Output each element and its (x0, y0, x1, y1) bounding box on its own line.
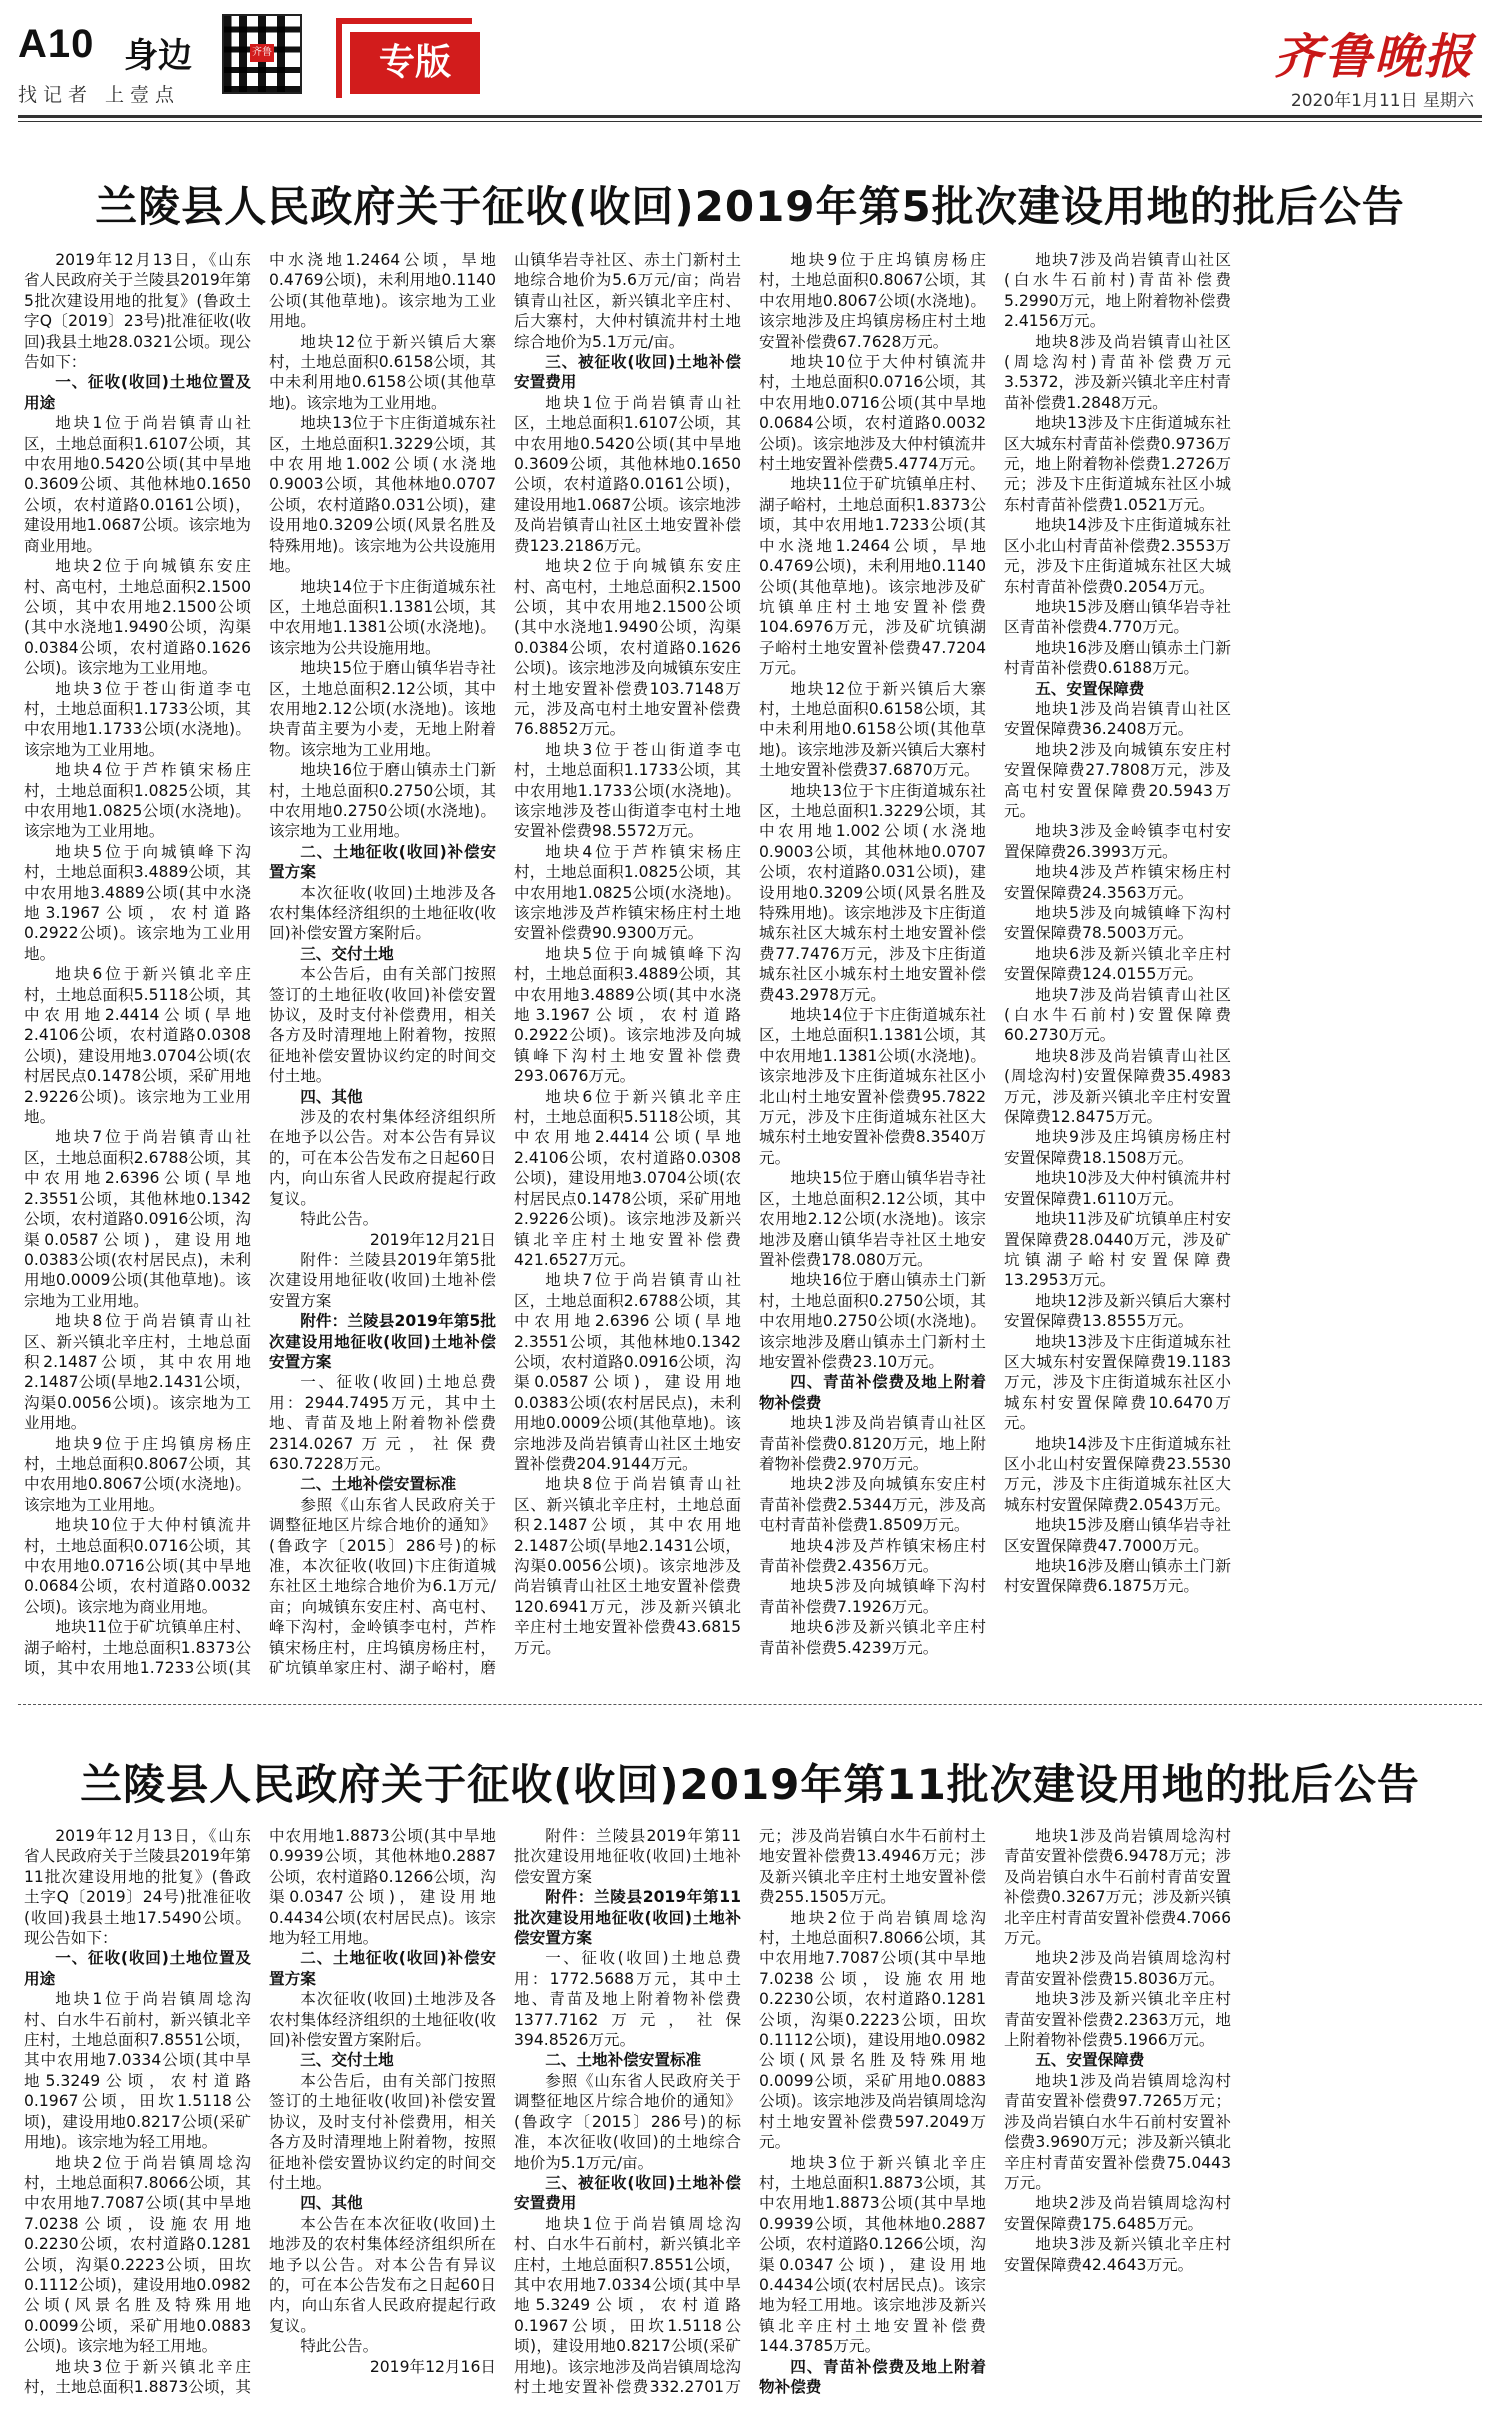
section-heading: 附件：兰陵县2019年第11批次建设用地征收(收回)土地补偿安置方案 (514, 1888, 741, 1948)
paragraph: 地块5位于向城镇峰下沟村，土地总面积3.4889公顷，其中农用地3.4889公顷(其中水浇地3.1967公顷，农村道路0.2922公顷)。该宗地为工业用地。 (24, 842, 251, 963)
section-heading: 三、交付土地 (300, 2051, 394, 2070)
section-heading: 二、土地征收(收回)补偿安置方案 (269, 1949, 496, 1988)
editor-slogan: 找记者 上壹点 (18, 84, 181, 106)
paragraph: 地块2位于尚岩镇周埝沟村，土地总面积7.8066公顷，其中农用地7.7087公顷(其中旱地7.0238公顷，设施农用地0.2230公顷，农村道路0.1281公顷，沟渠0.2223公顷，田坎0.1112公顷)，建设用地0.0982公顷(风景名胜及特殊用地0.0099公顷，采矿用地0.0883公顷)。该宗地为轻工用地。 (24, 2153, 251, 2356)
paragraph: 地块1位于尚岩镇周埝沟村、白水牛石前村，新兴镇北辛庄村，土地总面积7.8551公顷，其中农用地7.0334公顷(其中旱地5.3249公顷，农村道路0.1967公顷，田坎1.5118公顷)，建设用地0.8217公顷(采矿用地)。该宗地涉及尚岩镇周埝沟村土地安置补偿费332.2701万元；涉及尚岩镇白水牛石前村土地安置补偿费13.4946万元；涉及新兴镇北辛庄村土地安置补偿费255.1505万元。 (514, 1827, 986, 2396)
section-heading: 三、被征收(收回)土地补偿安置费用 (514, 2173, 741, 2213)
paragraph: 附件：兰陵县2019年第11批次建设用地征收(收回)土地补偿安置方案 (514, 1827, 741, 1886)
paragraph: 地块2涉及尚岩镇周埝沟村青苗安置补偿费15.8036万元。 (1004, 1949, 1231, 1988)
paragraph: 地块2位于向城镇东安庄村、高屯村，土地总面积2.1500公顷，其中农用地2.1500公顷(其中水浇地1.9490公顷，沟渠0.0384公顷，农村道路0.1626公顷)。该宗地为工业用地。 (24, 557, 251, 678)
section-heading: 五、安置保障费 (1035, 2051, 1145, 2070)
paragraph: 地块3位于新兴镇北辛庄村，土地总面积1.8873公顷，其中农用地1.8873公顷(其中旱地0.9939公顷，其他林地0.2887公顷，农村道路0.1266公顷，沟渠0.0347公顷)，建设用地0.4434公顷(农村居民点)。该宗地为轻工用地。 (24, 1827, 496, 2396)
paragraph: 本公告在本次征收(收回)土地涉及的农村集体经济组织所在地予以公告。对本公告有异议的，可在本公告发布之日起60日内，向山东省人民政府提起行政复议。 (269, 2214, 496, 2335)
paragraph: 地块2位于尚岩镇周埝沟村，土地总面积7.8066公顷，其中农用地7.7087公顷(其中旱地7.0238公顷，设施农用地0.2230公顷，农村道路0.1281公顷，沟渠0.2223公顷，田坎0.1112公顷)，建设用地0.0982公顷(风景名胜及特殊用地0.0099公顷，采矿用地0.0883公顷)。该宗地涉及尚岩镇周埝沟村土地安置补偿费597.2049万元。 (759, 1908, 986, 2152)
paragraph: 地块13位于卞庄街道城东社区，土地总面积1.3229公顷，其中农用地1.002公顷(水浇地0.9003公顷，其他林地0.0707公顷，农村道路0.031公顷)，建设用地0.3209公顷(风景名胜及特殊用地)。该宗地为公共设施用地。 (269, 414, 496, 576)
paragraph: 地块5涉及向城镇峰下沟村安置保障费78.5003万元。 (1004, 904, 1231, 943)
paragraph: 地块3涉及新兴镇北辛庄村安置保障费42.4643万元。 (1004, 2235, 1231, 2274)
section-heading: 四、青苗补偿费及地上附着物补偿费 (759, 2357, 986, 2396)
paragraph: 地块16涉及磨山镇赤土门新村青苗补偿费0.6188万元。 (1004, 638, 1231, 678)
paragraph: 地块5涉及向城镇峰下沟村青苗补偿费7.1926万元。 (759, 1577, 986, 1616)
section-heading: 一、征收(收回)土地位置及用途 (24, 1949, 251, 1988)
paragraph: 地块11涉及矿坑镇单庄村安置保障费28.0440万元，涉及矿坑镇湖子峪村安置保障费13.2953万元。 (1004, 1210, 1231, 1290)
section-tab: 专版 (350, 32, 480, 94)
paragraph: 地块8位于尚岩镇青山社区、新兴镇北辛庄村，土地总面积2.1487公顷，其中农用地2.1487公顷(旱地2.1431公顷，沟渠0.0056公顷)。该宗地涉及尚岩镇青山社区土地安置补偿费120.6941万元，涉及新兴镇北辛庄村土地安置补偿费43.6815万元。 (514, 1475, 741, 1657)
paragraph: 地块6位于新兴镇北辛庄村，土地总面积5.5118公顷，其中农用地2.4414公顷(旱地2.4106公顷，农村道路0.0308公顷)，建设用地3.0704公顷(农村居民点0.1478公顷，采矿用地2.9226公顷)。该宗地为工业用地。 (24, 965, 251, 1127)
paragraph: 地块1涉及尚岩镇青山社区安置保障费36.2408万元。 (1004, 699, 1231, 739)
paragraph: 地块6涉及新兴镇北辛庄村青苗补偿费5.4239万元。 (759, 1618, 986, 1657)
paragraph: 地块9位于庄坞镇房杨庄村，土地总面积0.8067公顷，其中农用地0.8067公顷(水浇地)。该宗地为工业用地。 (24, 1434, 251, 1514)
paragraph: 地块4位于芦柞镇宋杨庄村，土地总面积1.0825公顷，其中农用地1.0825公顷(水浇地)。该宗地涉及芦柞镇宋杨庄村土地安置补偿费90.9300万元。 (514, 842, 741, 943)
paragraph: 本公告后，由有关部门按照签订的土地征收(收回)补偿安置协议，及时支付补偿费用，相关各方及时清理地上附着物，按照征地补偿安置协议约定的时间交付土地。 (269, 965, 496, 1086)
section-heading: 四、其他 (300, 1087, 363, 1106)
paragraph: 一、征收(收回)土地总费用：2944.7495万元，其中土地、青苗及地上附着物补偿费2314.0267万元，社保费630.7228万元。 (269, 1373, 496, 1473)
section-heading: 三、被征收(收回)土地补偿安置费用 (514, 353, 741, 392)
section-heading: 五、安置保障费 (1035, 679, 1145, 698)
paragraph: 地块11位于矿坑镇单庄村、湖子峪村，土地总面积1.8373公顷，其中农用地1.7233公顷(其中水浇地1.2464公顷，旱地0.4769公顷)，未利用地0.1140公顷(其他草地)。该宗地为工业用地。 (24, 251, 496, 1678)
paragraph: 地块14位于卞庄街道城东社区，土地总面积1.1381公顷，其中农用地1.1381公顷(水浇地)。该宗地涉及卞庄街道城东社区小北山村土地安置补偿费95.7822万元，涉及卞庄街道城东社区大城东村土地安置补偿费8.3540万元。 (759, 1006, 986, 1167)
paragraph: 参照《山东省人民政府关于调整征地区片综合地价的通知》(鲁政字〔2015〕286号)的标准，本次征收(收回)的土地综合地价为5.1万元/亩。 (514, 2071, 741, 2172)
paragraph: 地块15涉及磨山镇华岩寺社区安置保障费47.7000万元。 (1004, 1516, 1231, 1555)
paragraph: 地块15位于磨山镇华岩寺社区，土地总面积2.12公顷，其中农用地2.12公顷(水浇地)。该地块青苗主要为小麦，无地上附着物。该宗地为工业用地。 (269, 659, 496, 759)
paragraph: 地块9位于庄坞镇房杨庄村，土地总面积0.8067公顷，其中农用地0.8067公顷(水浇地)。该宗地涉及庄坞镇房杨庄村土地安置补偿费67.7628万元。 (759, 251, 986, 351)
paragraph: 本次征收(收回)土地涉及各农村集体经济组织的土地征收(收回)补偿安置方案附后。 (269, 1990, 496, 2050)
paragraph: 地块1位于尚岩镇青山社区，土地总面积1.6107公顷，其中农用地0.5420公顷(其中旱地0.3609公顷、其他林地0.1650公顷，农村道路0.0161公顷)，建设用地1.0687公顷。该宗地为商业用地。 (24, 414, 251, 555)
notice2-body (24, 1826, 1476, 2398)
header-rule-thin (18, 121, 1482, 122)
paragraph: 地块10位于大仲村镇流井村，土地总面积0.0716公顷，其中农用地0.0716公顷(其中旱地0.0684公顷，农村道路0.0032公顷)。该宗地涉及大仲村镇流井村土地安置补偿费5.4774万元。 (759, 353, 986, 474)
header-rule (18, 115, 1482, 118)
paragraph: 地块11位于矿坑镇单庄村、湖子峪村，土地总面积1.8373公顷，其中农用地1.7233公顷(其中水浇地1.2464公顷，旱地0.4769公顷)，未利用地0.1140公顷(其他草地)。该宗地涉及矿坑镇单庄村土地安置补偿费104.6976万元，涉及矿坑镇湖子峪村土地安置补偿费47.7204万元。 (759, 475, 986, 678)
paragraph: 地块3位于苍山街道李屯村，土地总面积1.1733公顷，其中农用地1.1733公顷(水浇地)。该宗地涉及苍山街道李屯村土地安置补偿费98.5572万元。 (514, 740, 741, 841)
section-heading: 二、土地补偿安置标准 (300, 1475, 457, 1494)
notice-date: 2019年12月16日 (369, 2357, 496, 2376)
paragraph: 2019年12月13日，《山东省人民政府关于兰陵县2019年第11批次建设用地的批复》(鲁政土字Q〔2019〕24号)批准征收(收回)我县土地17.5490公顷。现公告如下： (24, 1827, 251, 1948)
notice2-title: 兰陵县人民政府关于征收(收回)2019年第11批次建设用地的批后公告 (80, 1760, 1420, 1809)
paragraph: 附件：兰陵县2019年第5批次建设用地征收(收回)土地补偿安置方案 (269, 1250, 496, 1310)
paragraph: 地块8涉及尚岩镇青山社区(周埝沟村)青苗补偿费万元3.5372，涉及新兴镇北辛庄村青苗补偿费1.2848万元。 (1004, 332, 1231, 412)
paragraph: 特此公告。 (300, 1210, 379, 1229)
paragraph: 地块3位于新兴镇北辛庄村，土地总面积1.8873公顷，其中农用地1.8873公顷(其中旱地0.9939公顷，其他林地0.2887公顷，农村道路0.1266公顷，沟渠0.0347公顷)，建设用地0.4434公顷(农村居民点)。该宗地为轻工用地。该宗地涉及新兴镇北辛庄村土地安置补偿费144.3785万元。 (759, 2153, 986, 2356)
paragraph: 地块1涉及尚岩镇周埝沟村青苗安置补偿费6.9478万元；涉及尚岩镇白水牛石前村青苗安置补偿费0.3267万元；涉及新兴镇北辛庄村青苗安置补偿费4.7066万元。 (1004, 1827, 1231, 1948)
paragraph: 地块2涉及尚岩镇周埝沟村安置保障费175.6485万元。 (1004, 2194, 1231, 2233)
paragraph: 地块3位于苍山街道李屯村，土地总面积1.1733公顷，其中农用地1.1733公顷(水浇地)。该宗地为工业用地。 (24, 679, 251, 759)
paragraph: 地块7位于尚岩镇青山社区，土地总面积2.6788公顷，其中农用地2.6396公顷(旱地2.3551公顷，其他林地0.1342公顷，农村道路0.0916公顷，沟渠0.0587公顷)，建设用地0.0383公顷(农村居民点)，未利用地0.0009公顷(其他草地)。该宗地涉及尚岩镇青山社区土地安置补偿费204.9144万元。 (514, 1271, 741, 1473)
paragraph: 本次征收(收回)土地涉及各农村集体经济组织的土地征收(收回)补偿安置方案附后。 (269, 883, 496, 943)
notice-date: 2019年12月21日 (369, 1230, 496, 1249)
paragraph: 涉及的农村集体经济组织所在地予以公告。对本公告有异议的，可在本公告发布之日起60日内，向山东省人民政府提起行政复议。 (269, 1108, 496, 1208)
paragraph: 地块12位于新兴镇后大寨村，土地总面积0.6158公顷，其中未利用地0.6158公顷(其他草地)。该宗地涉及新兴镇后大寨村土地安置补偿费37.6870万元。 (759, 679, 986, 780)
paragraph: 地块13位于卞庄街道城东社区，土地总面积1.3229公顷，其中农用地1.002公顷(水浇地0.9003公顷，其他林地0.0707公顷，农村道路0.031公顷)，建设用地0.3209公顷(风景名胜及特殊用地)。该宗地涉及卞庄街道城东社区大城东村土地安置补偿费77.7476万元，涉及卞庄街道城东社区小城东村土地安置补偿费43.2978万元。 (759, 781, 986, 1004)
paragraph: 地块5位于向城镇峰下沟村，土地总面积3.4889公顷，其中农用地3.4889公顷(其中水浇地3.1967公顷，农村道路0.2922公顷)。该宗地涉及向城镇峰下沟村土地安置补偿费293.0676万元。 (514, 944, 741, 1086)
paragraph: 地块10涉及大仲村镇流井村安置保障费1.6110万元。 (1004, 1169, 1231, 1208)
page-header (0, 0, 1500, 128)
section-heading: 附件：兰陵县2019年第5批次建设用地征收(收回)土地补偿安置方案 (269, 1312, 496, 1371)
paragraph: 地块7涉及尚岩镇青山社区(白水牛石前村)青苗补偿费5.2990万元，地上附着物补偿费2.4156万元。 (1004, 251, 1231, 331)
paragraph: 参照《山东省人民政府关于调整征地区片综合地价的通知》(鲁政字〔2015〕286号)的标准，本次征收(收回)卞庄街道城东社区土地综合地价为6.1万元/亩；向城镇东安庄村、高屯村、峰下沟村，金岭镇李屯村，芦柞镇宋杨庄村，庄坞镇房杨庄村，矿坑镇单家庄村、湖子峪村，磨山镇华岩寺社区、赤土门新村土地综合地价为5.6万元/亩；尚岩镇青山社区，新兴镇北辛庄村、后大寨村，大仲村镇流井村土地综合地价为5.1万元/亩。 (269, 251, 741, 1678)
issue-date: 2020年1月11日 星期六 (1290, 91, 1474, 111)
paragraph: 地块12位于新兴镇后大寨村，土地总面积0.6158公顷，其中未利用地0.6158公顷(其他草地)。该宗地为工业用地。 (269, 332, 496, 412)
notice1-body (24, 250, 1476, 1686)
paragraph: 地块2涉及向城镇东安庄村安置保障费27.7808万元，涉及高屯村安置保障费20.5943万元。 (1004, 740, 1231, 820)
section-divider (18, 1704, 1482, 1705)
paragraph: 地块14涉及卞庄街道城东社区小北山村青苗补偿费2.3553万元，涉及卞庄街道城东社区大城东村青苗补偿费0.2054万元。 (1004, 516, 1231, 596)
paragraph: 2019年12月13日，《山东省人民政府关于兰陵县2019年第5批次建设用地的批复》(鲁政土字Q〔2019〕23号)批准征收(收回)我县土地28.0321公顷。现公告如下： (24, 251, 251, 372)
paragraph: 地块6涉及新兴镇北辛庄村安置保障费124.0155万元。 (1004, 944, 1231, 984)
paragraph: 地块8位于尚岩镇青山社区、新兴镇北辛庄村，土地总面积2.1487公顷，其中农用地2.1487公顷(旱地2.1431公顷，沟渠0.0056公顷)。该宗地为工业用地。 (24, 1312, 251, 1433)
paragraph: 地块16位于磨山镇赤土门新村，土地总面积0.2750公顷，其中农用地0.2750公顷(水浇地)。该宗地涉及磨山镇赤土门新村土地安置补偿费23.10万元。 (759, 1271, 986, 1371)
newspaper-masthead: 齐鲁晚报 (1273, 29, 1474, 85)
paragraph: 地块16位于磨山镇赤土门新村，土地总面积0.2750公顷，其中农用地0.2750公顷(水浇地)。该宗地为工业用地。 (269, 761, 496, 841)
paragraph: 地块12涉及新兴镇后大寨村安置保障费13.8555万元。 (1004, 1291, 1231, 1331)
paragraph: 地块7位于尚岩镇青山社区，土地总面积2.6788公顷，其中农用地2.6396公顷(旱地2.3551公顷，其他林地0.1342公顷，农村道路0.0916公顷，沟渠0.0587公顷)，建设用地0.0383公顷(农村居民点)，未利用地0.0009公顷(其他草地)。该宗地为工业用地。 (24, 1128, 251, 1310)
section-heading: 二、土地征收(收回)补偿安置方案 (269, 842, 496, 882)
paragraph: 地块6位于新兴镇北辛庄村，土地总面积5.5118公顷，其中农用地2.4414公顷(旱地2.4106公顷，农村道路0.0308公顷)，建设用地3.0704公顷(农村居民点0.1478公顷，采矿用地2.9226公顷)。该宗地涉及新兴镇北辛庄村土地安置补偿费421.6527万元。 (514, 1087, 741, 1269)
paragraph: 地块8涉及尚岩镇青山社区(周埝沟村)安置保障费35.4983万元，涉及新兴镇北辛庄村安置保障费12.8475万元。 (1004, 1046, 1231, 1127)
paragraph: 地块1位于尚岩镇青山社区，土地总面积1.6107公顷，其中农用地0.5420公顷(其中旱地0.3609公顷，其他林地0.1650公顷，农村道路0.0161公顷)，建设用地1.0687公顷。该宗地涉及尚岩镇青山社区土地安置补偿费123.2186万元。 (514, 393, 741, 555)
paragraph: 地块3涉及新兴镇北辛庄村青苗安置补偿费2.2363万元，地上附着物补偿费5.1966万元。 (1004, 1990, 1231, 2050)
paragraph: 地块7涉及尚岩镇青山社区(白水牛石前村)安置保障费60.2730万元。 (1004, 985, 1231, 1045)
paragraph: 地块15涉及磨山镇华岩寺社区青苗补偿费4.770万元。 (1004, 597, 1231, 637)
paragraph: 地块4涉及芦柞镇宋杨庄村安置保障费24.3563万元。 (1004, 863, 1231, 902)
paragraph: 地块2涉及向城镇东安庄村青苗补偿费2.5344万元，涉及高屯村青苗补偿费1.8509万元。 (759, 1475, 986, 1535)
notice1-title: 兰陵县人民政府关于征收(收回)2019年第5批次建设用地的批后公告 (95, 182, 1405, 231)
section-heading: 四、其他 (300, 2194, 363, 2213)
section-heading: 四、青苗补偿费及地上附着物补偿费 (759, 1373, 986, 1412)
paragraph: 地块4位于芦柞镇宋杨庄村，土地总面积1.0825公顷，其中农用地1.0825公顷(水浇地)。该宗地为工业用地。 (24, 761, 251, 841)
paragraph: 地块1位于尚岩镇周埝沟村、白水牛石前村，新兴镇北辛庄村，土地总面积7.8551公顷，其中农用地7.0334公顷(其中旱地5.3249公顷，农村道路0.1967公顷，田坎1.5118公顷)，建设用地0.8217公顷(采矿用地)。该宗地为轻工用地。 (24, 1990, 251, 2152)
paragraph: 地块15位于磨山镇华岩寺社区，土地总面积2.12公顷，其中农用地2.12公顷(水浇地)。该宗地涉及磨山镇华岩寺社区土地安置补偿费178.080万元。 (759, 1169, 986, 1269)
qr-code-label: 齐鲁 (250, 44, 274, 62)
paragraph: 地块4涉及芦柞镇宋杨庄村青苗补偿费2.4356万元。 (759, 1536, 986, 1575)
paragraph: 地块10位于大仲村镇流井村，土地总面积0.0716公顷，其中农用地0.0716公顷(其中旱地0.0684公顷，农村道路0.0032公顷)。该宗地为商业用地。 (24, 1516, 251, 1616)
qr-code-icon (222, 14, 302, 94)
paragraph: 地块1涉及尚岩镇青山社区青苗补偿费0.8120万元，地上附着物补偿费2.970万元。 (759, 1414, 986, 1473)
paragraph: 地块13涉及卞庄街道城东社区大城东村青苗补偿费0.9736万元，地上附着物补偿费1.2726万元；涉及卞庄街道城东社区小城东村青苗补偿费1.0521万元。 (1004, 414, 1231, 514)
paragraph: 地块13涉及卞庄街道城东社区大城东村安置保障费19.1183万元，涉及卞庄街道城东社区小城东村安置保障费10.6470万元。 (1004, 1332, 1231, 1433)
paragraph: 本公告后，由有关部门按照签订的土地征收(收回)补偿安置协议，及时支付补偿费用，相关各方及时清理地上附着物，按照征地补偿安置协议约定的时间交付土地。 (269, 2071, 496, 2192)
paragraph: 地块9涉及庄坞镇房杨庄村安置保障费18.1508万元。 (1004, 1128, 1231, 1167)
section-heading: 三、交付土地 (300, 944, 394, 963)
page-number: A10 (18, 22, 95, 66)
section-name: 身边 (124, 36, 192, 76)
paragraph: 一、征收(收回)土地总费用：1772.5688万元，其中土地、青苗及地上附着物补偿费1377.7162万元，社保394.8526万元。 (514, 1949, 741, 2050)
paragraph: 地块14涉及卞庄街道城东社区小北山村安置保障费23.5530万元，涉及卞庄街道城东社区大城东村安置保障费2.0543万元。 (1004, 1434, 1231, 1514)
paragraph: 地块1涉及尚岩镇周埝沟村青苗安置补偿费97.7265万元；涉及尚岩镇白水牛石前村安置补偿费3.9690万元；涉及新兴镇北辛庄村青苗安置补偿费75.0443万元。 (1004, 2071, 1231, 2192)
paragraph: 特此公告。 (300, 2337, 379, 2356)
paragraph: 地块16涉及磨山镇赤土门新村安置保障费6.1875万元。 (1004, 1557, 1231, 1596)
paragraph: 地块3涉及金岭镇李屯村安置保障费26.3993万元。 (1004, 822, 1231, 861)
paragraph: 地块2位于向城镇东安庄村、高屯村，土地总面积2.1500公顷，其中农用地2.1500公顷(其中水浇地1.9490公顷，沟渠0.0384公顷，农村道路0.1626公顷)。该宗地涉及向城镇东安庄村土地安置补偿费103.7148万元，涉及高屯村土地安置补偿费76.8852万元。 (514, 557, 741, 739)
paragraph: 地块14位于卞庄街道城东社区，土地总面积1.1381公顷，其中农用地1.1381公顷(水浇地)。该宗地为公共设施用地。 (269, 577, 496, 657)
section-heading: 一、征收(收回)土地位置及用途 (24, 373, 251, 412)
section-heading: 二、土地补偿安置标准 (545, 2051, 702, 2070)
